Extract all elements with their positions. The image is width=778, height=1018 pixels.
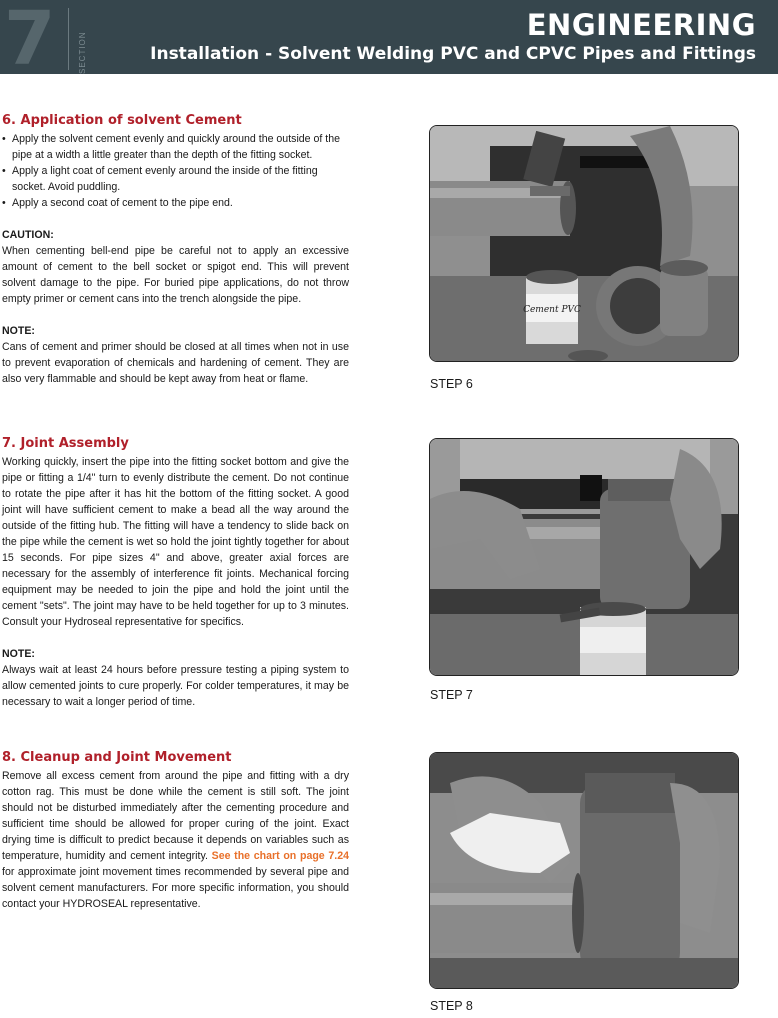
- can-label: Cement PVC: [523, 305, 581, 315]
- list-item: • Apply a light coat of cement evenly around the inside of the fitting socket. Avoid puddling.: [2, 163, 349, 195]
- section-8-body-end: for approximate joint movement times recommended by several pipe and solvent cement manufacturers. For more specific information, you should contact your HYDROSEAL representative.: [2, 866, 349, 910]
- caution-text: When cementing bell-end pipe be careful not to apply an excessive amount of cement to the bell socket or spigot end. This will prevent solvent damage to the pipe. For buried pipe applications, do not throw empty primer or cement cans into the trench alongside the pipe.: [2, 245, 349, 305]
- caution-label: CAUTION:: [2, 229, 54, 241]
- section-label: SECTION: [78, 31, 87, 74]
- section-7: [2, 436, 349, 710]
- page-title: ENGINEERING: [526, 8, 756, 42]
- note-text: Always wait at least 24 hours before pressure testing a piping system to allow cemented joints to cure properly. For colder temperatures, it may be necessary to wait a longer period of time.: [2, 664, 349, 708]
- chart-page-link[interactable]: See the chart on page 7.24: [211, 850, 349, 862]
- list-item: • Apply the solvent cement evenly and quickly around the outside of the pipe at a width a little greater than the depth of the fitting socket.: [2, 131, 349, 163]
- section-number: 7: [4, 0, 56, 82]
- step-7-caption: STEP 7: [430, 688, 473, 702]
- section-divider: [68, 8, 69, 70]
- section-8-body-start: Remove all excess cement from around the pipe and fitting with a dry cotton rag. This must be done while the cement is still soft. The joint should not be disturbed immediately after the cementing procedure and sufficient time should be allowed for proper curing of the joint. Exact drying time is difficult to predict because it depends on variables such as temperature, humidity and cement integrity.: [2, 770, 349, 862]
- section-8-body: [2, 768, 349, 912]
- section-6-bullets: [2, 131, 349, 211]
- section-8: [2, 750, 349, 912]
- section-6-heading: 6. Application of solvent Cement: [2, 113, 242, 128]
- section-6: [2, 113, 349, 387]
- section-8-heading: 8. Cleanup and Joint Movement: [2, 750, 232, 765]
- section-7-body: Working quickly, insert the pipe into the fitting socket bottom and give the pipe or fitting a 1/4" turn to evenly distribute the cement. Do not continue to rotate the pipe after it has hit the bottom of the fitting socket. A good joint will have sufficient cement to make a bead all the way around the outside of the fitting hub. The fitting will have a tendency to slide back on the pipe while the cement is wet so hold the joint tightly together for about 15 seconds. For pipe sizes 4" and above, greater axial forces are necessary for the assembly of interference fit joints. Mechanical forcing equipment may be needed to join the pipe and hold the joint until the cement "sets". The joint may have to be held together for up to 3 minutes. Consult your Hydroseal representative for specifics.: [2, 456, 349, 628]
- step-8-photo: [429, 752, 739, 989]
- page-header: [0, 0, 778, 82]
- note-label: NOTE:: [2, 648, 35, 660]
- note-text: Cans of cement and primer should be closed at all times when not in use to prevent evaporation of chemicals and hardening of cement. They are also very flammable and should be kept away from heat or flame.: [2, 341, 349, 385]
- step-6-photo: [429, 125, 739, 362]
- step-8-caption: STEP 8: [430, 999, 473, 1013]
- page-subtitle: Installation - Solvent Welding PVC and CPVC Pipes and Fittings: [150, 44, 756, 64]
- section-7-heading: 7. Joint Assembly: [2, 436, 129, 451]
- step-7-photo: [429, 438, 739, 676]
- list-item: • Apply a second coat of cement to the pipe end.: [2, 195, 349, 211]
- step-6-caption: STEP 6: [430, 377, 473, 391]
- note-label: NOTE:: [2, 325, 35, 337]
